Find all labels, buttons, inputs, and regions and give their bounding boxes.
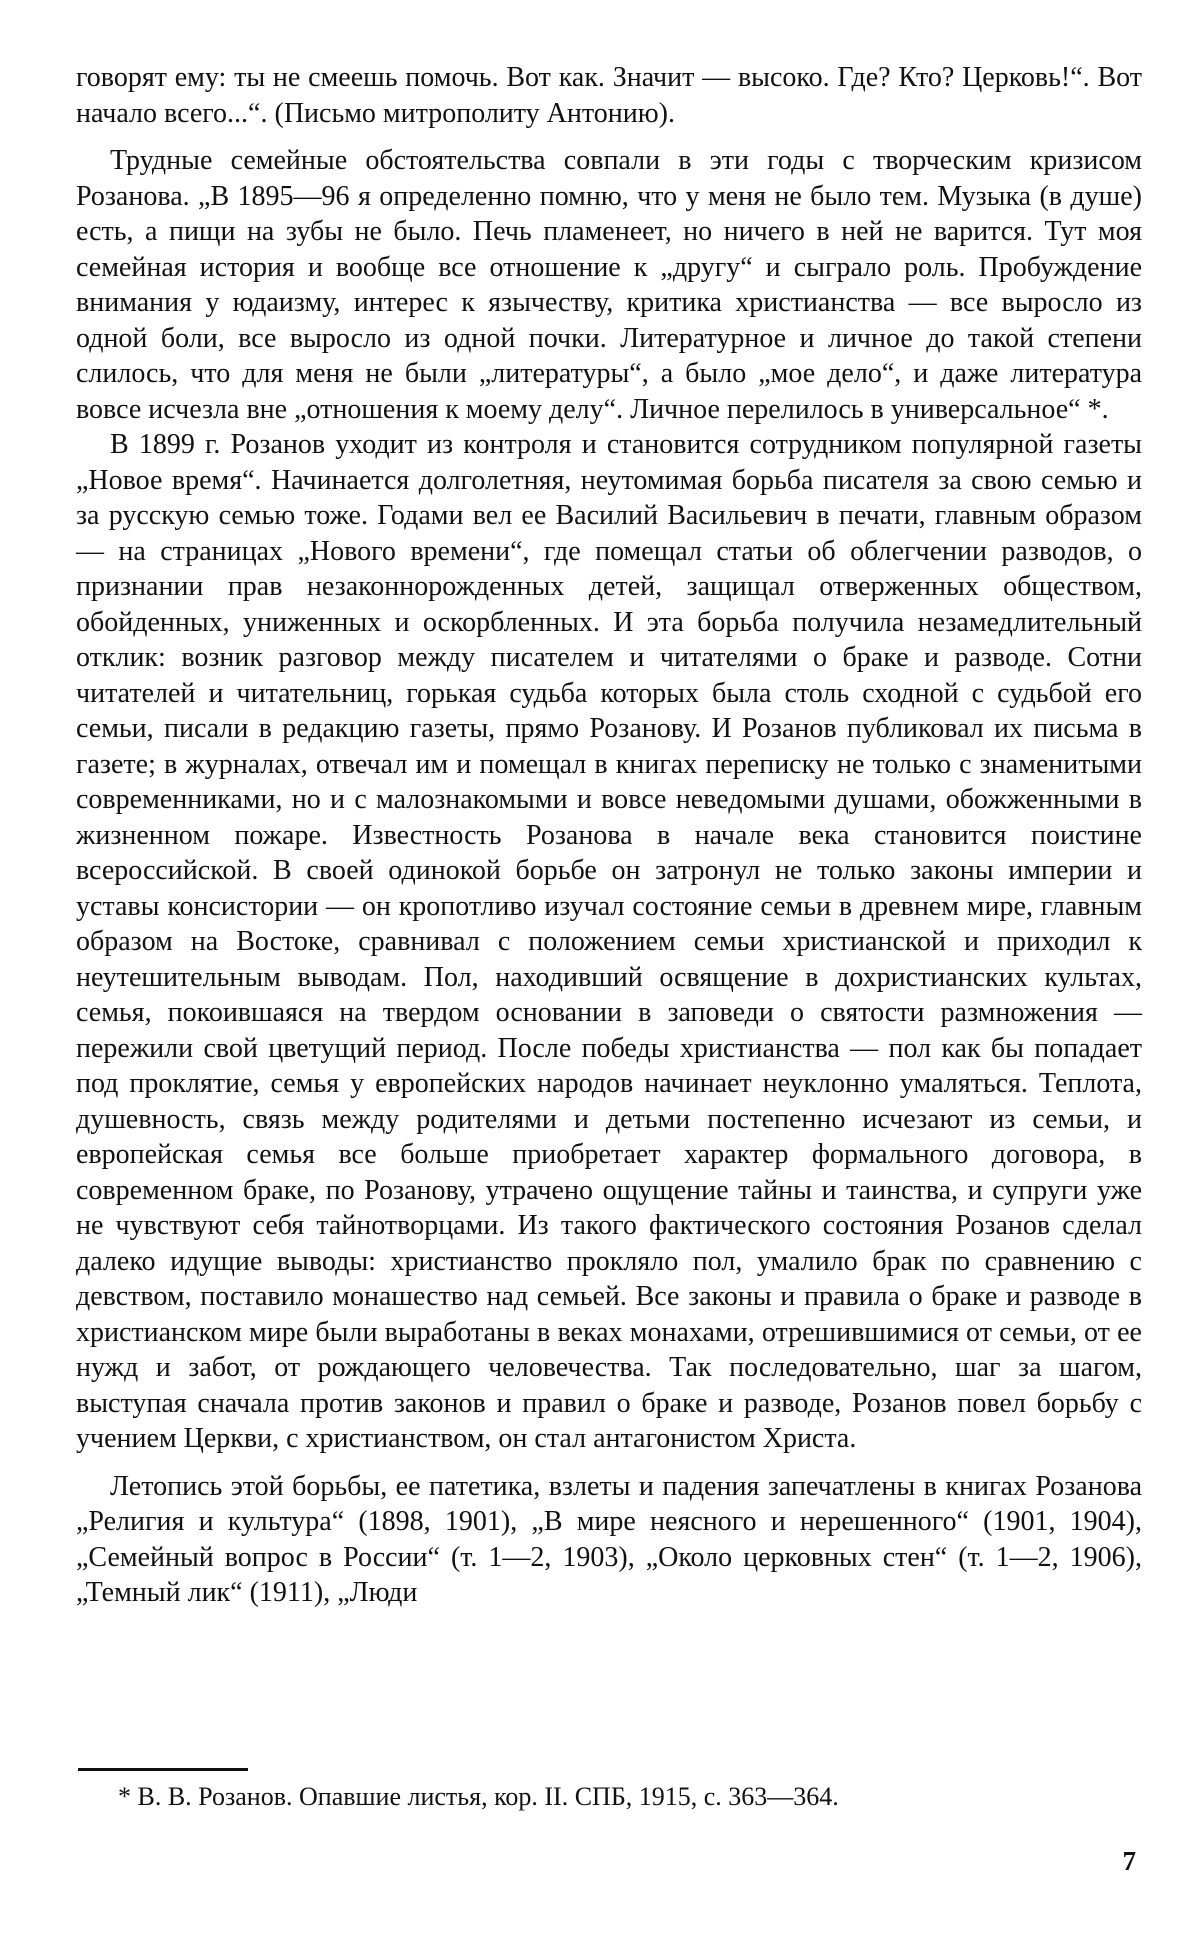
paragraph-1: говорят ему: ты не смеешь помочь. Вот как. Значит — высоко. Где? Кто? Церковь!“. Вот начало всего...“. (Письмо митрополиту Антонию).: [76, 62, 1142, 129]
page-body: [76, 60, 1142, 1611]
page-number: 7: [1122, 1846, 1136, 1876]
paragraph-3: В 1899 г. Розанов уходит из контроля и становится сотрудником популярной газеты „Новое время“. Начинается долголетняя, неутомимая борьба писателя за свою семью и за русскую семью тоже. Годами вел ее Василий Васильевич в печати, главным образом — на страницах „Нового времени“, где помещал статьи об облегчении разводов, о признании прав незаконнорожденных детей, защищал отверженных обществом, обойденных, униженных и оскорбленных. И эта борьба получила незамедлительный отклик: возник разговор между писателем и читателями о браке и разводе. Сотни читателей и читательниц, горькая судьба которых была столь сходной с судьбой его семьи, писали в редакцию газеты, прямо Розанову. И Розанов публиковал их письма в газете; в журналах, отвечал им и помещал в книгах переписку не только с знаменитыми современниками, но и с малознакомыми и вовсе неведомыми душами, обожженными в жизненном пожаре. Известность Розанова в начале века становится поистине всероссийской. В своей одинокой борьбе он затронул не только законы империи и уставы консистории — он кропотливо изучал состояние семьи в древнем мире, главным образом на Востоке, сравнивал с положением семьи христианской и приходил к неутешительным выводам. Пол, находивший освящение в дохристианских культах, семья, покоившаяся на твердом основании в заповеди о святости размножения — пережили свой цветущий период. После победы христианства — пол как бы попадает под проклятие, семья у европейских народов начинает неуклонно умаляться. Теплота, душевность, связь между родителями и детьми постепенно исчезают из семьи, и европейская семья все больше приобретает характер формального договора, в современном браке, по Розанову, утрачено ощущение тайны и таинства, и супруги уже не чувствуют себя тайнотворцами. Из такого фактического состояния Розанов сделал далеко идущие выводы: христианство прокляло пол, умалило брак по сравнению с девством, поставило монашество над семьей. Все законы и правила о браке и разводе в христианском мире были выработаны в веках монахами, отрешившимися от семьи, от ее нужд и забот, от рождающего человечества. Так последовательно, шаг за шагом, выступая сначала против законов и правил о браке и разводе, Розанов повел борьбу с учением Церкви, с христианством, он стал антагонистом Христа.: [76, 429, 1142, 1454]
footnote: * В. В. Розанов. Опавшие листья, кор. II. СПБ, 1915, с. 363—364.: [118, 1782, 839, 1811]
footnote-divider: [78, 1768, 248, 1771]
paragraph-2: Трудные семейные обстоятельства совпали в эти годы с творческим кризисом Розанова. „В 1895—96 я определенно помню, что у меня не было тем. Музыка (в душе) есть, а пищи на зубы не было. Печь пламенеет, но ничего в ней не варится. Тут моя семейная история и вообще все отношение к „другу“ и сыграло роль. Пробуждение внимания у юдаизму, интерес к язычеству, критика христианства — все выросло из одной боли, все выросло из одной почки. Литературное и личное до такой степени слилось, что для меня не были „литературы“, а было „мое дело“, и даже литература вовсе исчезла вне „отношения к моему делу“. Личное перелилось в универсальное“ *.: [76, 145, 1142, 425]
paragraph-4: Летопись этой борьбы, ее патетика, взлеты и падения запечатлены в книгах Розанова „Религия и культура“ (1898, 1901), „В мире неясного и нерешенного“ (1901, 1904), „Семейный вопрос в России“ (т. 1—2, 1903), „Около церковных стен“ (т. 1—2, 1906), „Темный лик“ (1911), „Люди: [76, 1470, 1142, 1608]
